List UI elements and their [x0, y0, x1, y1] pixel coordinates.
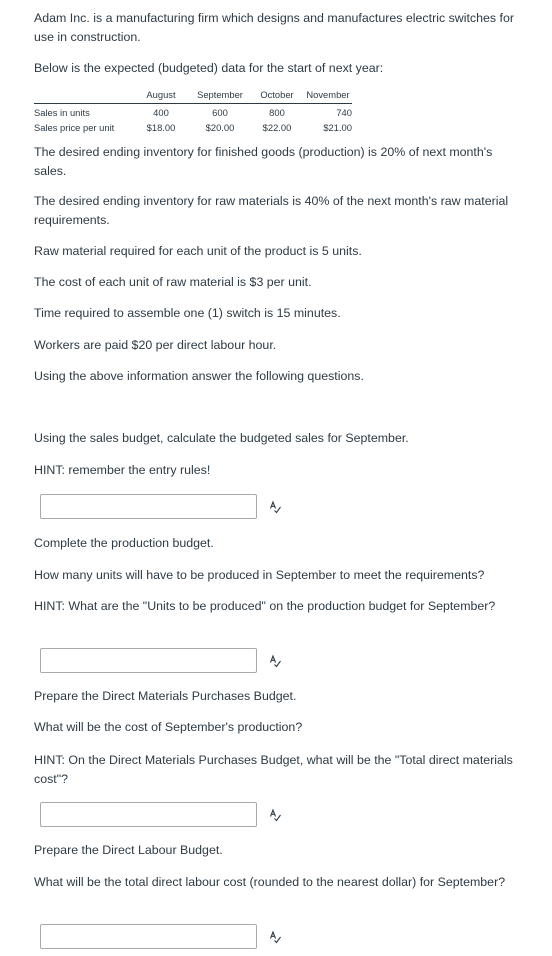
- row-label-sales-units: Sales in units: [34, 107, 90, 118]
- q2-prompt: How many units will have to be produced in September to meet the requirements?: [34, 568, 485, 582]
- row-label-sales-price: Sales price per unit: [34, 122, 115, 133]
- spellcheck-icon[interactable]: [268, 500, 282, 514]
- spellcheck-icon[interactable]: [268, 930, 282, 944]
- intro-expected: Below is the expected (budgeted) data for the start of next year:: [34, 61, 384, 75]
- q3-answer-input[interactable]: [40, 802, 257, 827]
- fact-assembly-time: Time required to assemble one (1) switch is 15 minutes.: [34, 306, 341, 320]
- intro-company: Adam Inc. is a manufacturing firm which designs and manufactures electric switches for use in construction.: [34, 11, 514, 44]
- month-header-october: October: [260, 89, 294, 100]
- q2-answer-input[interactable]: [40, 648, 257, 673]
- q3-intro: Prepare the Direct Materials Purchases Budget.: [34, 689, 297, 703]
- cell-sales-units-september: 600: [212, 107, 228, 118]
- q1-prompt: Using the sales budget, calculate the budgeted sales for September.: [34, 431, 409, 445]
- fact-finished-goods: The desired ending inventory for finished goods (production) is 20% of next month's sales.: [34, 145, 493, 178]
- fact-raw-materials-inventory: The desired ending inventory for raw materials is 40% of the next month's raw material requirements.: [34, 194, 509, 227]
- fact-labour-rate: Workers are paid $20 per direct labour hour.: [34, 338, 277, 352]
- q2-intro: Complete the production budget.: [34, 536, 214, 550]
- cell-price-november: $21.00: [323, 122, 352, 133]
- q4-intro: Prepare the Direct Labour Budget.: [34, 843, 223, 857]
- q2-hint: HINT: What are the "Units to be produced" on the production budget for September?: [34, 599, 496, 613]
- month-header-september: September: [197, 89, 243, 100]
- q3-prompt: What will be the cost of September's production?: [34, 720, 303, 734]
- instructions: Using the above information answer the following questions.: [34, 369, 364, 383]
- q3-hint: HINT: On the Direct Materials Purchases Budget, what will be the "Total direct materials cost"?: [34, 753, 513, 786]
- cell-price-august: $18.00: [146, 122, 176, 133]
- cell-sales-units-august: 400: [153, 107, 169, 118]
- cell-price-september: $20.00: [205, 122, 235, 133]
- q1-answer-input[interactable]: [40, 494, 257, 519]
- q1-hint: HINT: remember the entry rules!: [34, 463, 211, 477]
- fact-raw-material-per-unit: Raw material required for each unit of the product is 5 units.: [34, 244, 362, 258]
- cell-sales-units-october: 800: [269, 107, 285, 118]
- fact-raw-material-cost: The cost of each unit of raw material is $3 per unit.: [34, 275, 312, 289]
- spellcheck-icon[interactable]: [268, 654, 282, 668]
- month-header-august: August: [146, 89, 176, 100]
- cell-price-october: $22.00: [262, 122, 292, 133]
- spellcheck-icon[interactable]: [268, 808, 282, 822]
- table-header-divider: [34, 90, 352, 104]
- month-header-november: November: [306, 89, 350, 100]
- cell-sales-units-november: 740: [336, 107, 352, 118]
- q4-prompt: What will be the total direct labour cost (rounded to the nearest dollar) for September?: [34, 875, 506, 889]
- q4-answer-input[interactable]: [40, 924, 257, 949]
